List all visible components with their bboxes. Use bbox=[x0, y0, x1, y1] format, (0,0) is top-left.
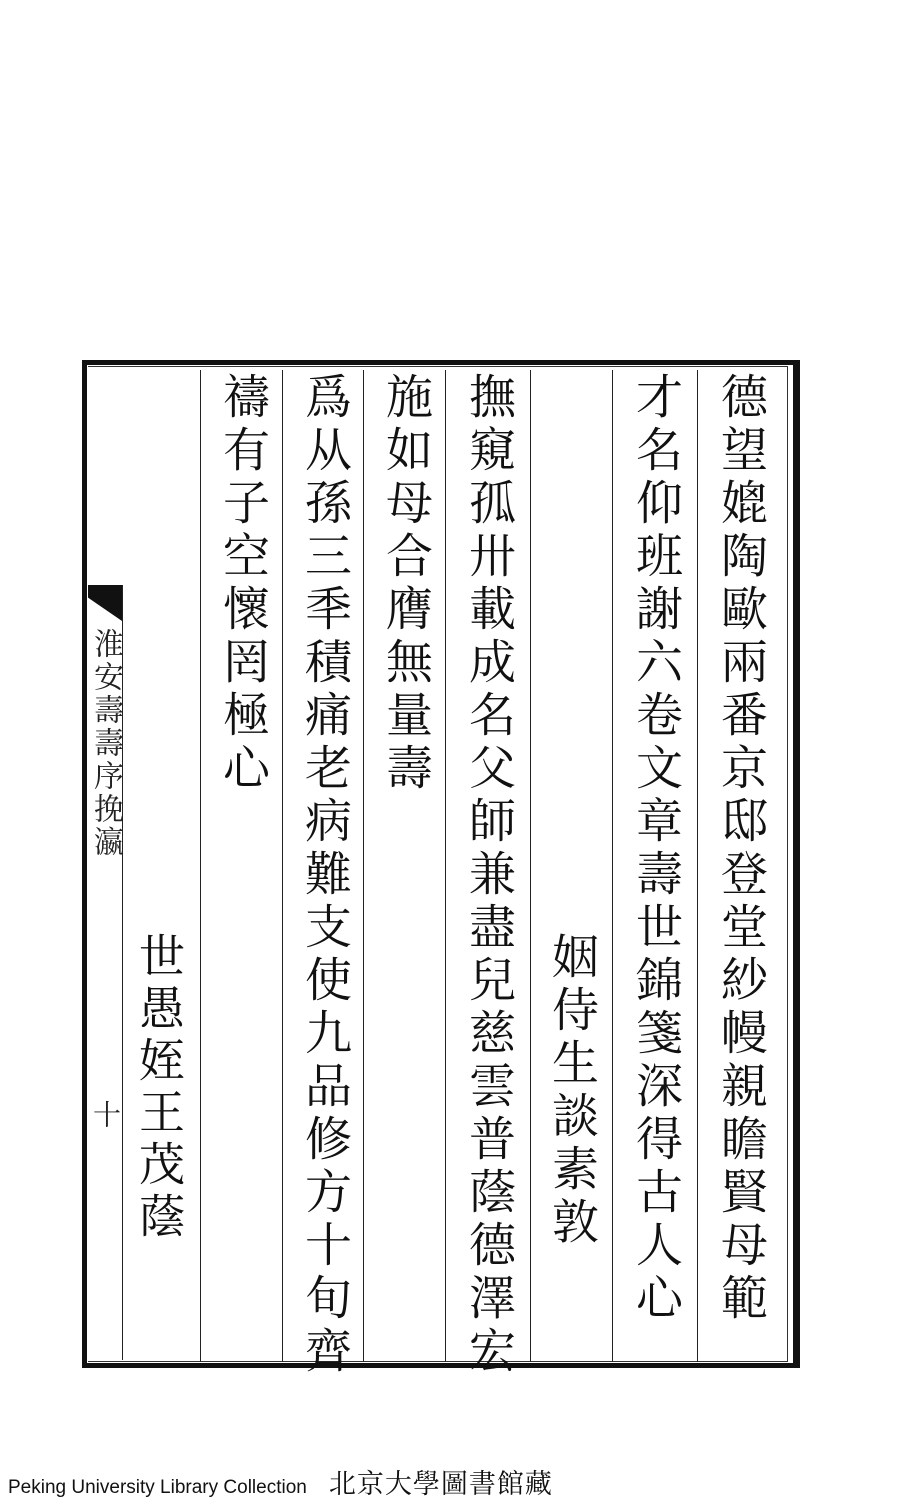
column-rule bbox=[530, 370, 531, 1362]
text-column-6: 爲从孫三秊積痛老病難支使九品修方十旬齊 bbox=[297, 372, 352, 1379]
column-rule bbox=[363, 370, 364, 1362]
text-column-4: 撫窺孤卅載成名父師兼盡兒慈雲普蔭德澤宏 bbox=[461, 372, 516, 1379]
column-rule bbox=[445, 370, 446, 1362]
column-rule bbox=[200, 370, 201, 1362]
column-rule bbox=[612, 370, 613, 1362]
foredge-title: 淮安壽壽序挽瀛 bbox=[88, 628, 123, 859]
signature-column: 世愚姪王茂蔭 bbox=[132, 932, 186, 1244]
collection-label-zh: 北京大學圖書館藏 bbox=[328, 1469, 553, 1500]
collection-footer bbox=[8, 1462, 553, 1502]
text-column-3: 姻侍生談素敦 bbox=[544, 932, 599, 1250]
text-column-1: 德望媲陶歐兩番京邸登堂紗幔親瞻賢母範 bbox=[713, 372, 768, 1326]
text-column-2: 才名仰班謝六卷文章壽世錦箋深得古人心 bbox=[628, 372, 683, 1326]
text-column-5: 施如母合膺無量壽 bbox=[378, 372, 433, 796]
column-rule bbox=[697, 370, 698, 1362]
foredge-page-mark: 十 bbox=[89, 1100, 122, 1128]
column-rule bbox=[282, 370, 283, 1362]
text-column-7: 禱有子空懷罔極心 bbox=[215, 372, 270, 796]
collection-label-en: Peking University Library Collection bbox=[8, 1477, 307, 1498]
